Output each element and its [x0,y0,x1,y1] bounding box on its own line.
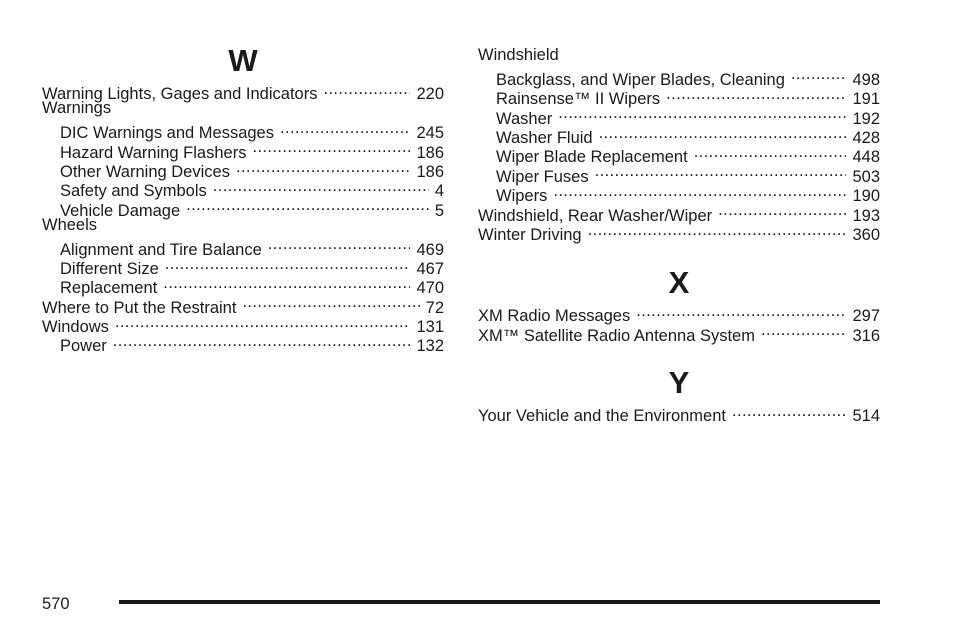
dot-leader [165,255,411,274]
entry-page-number: 5 [434,201,444,220]
dot-leader [186,196,429,215]
entry-page-number: 245 [416,124,444,143]
entry-page-number: 470 [416,279,444,298]
entry-label: Windshield [478,46,559,64]
dot-leader [242,293,419,312]
dot-leader [553,182,846,201]
entry-label: Warning Lights, Gages and Indicators [42,85,318,104]
dot-leader [732,402,846,421]
dot-leader [595,162,847,181]
entry-page-number: 191 [852,90,880,109]
dot-leader [113,332,411,351]
entry-label: Washer [496,109,553,128]
entry-page-number: 316 [852,326,880,345]
entry-label: Wheels [42,215,98,234]
entry-page-number: 186 [416,162,444,181]
entry-page-number: 190 [852,187,880,206]
entry-label: Wiper Fuses [496,167,589,186]
section-letter-x: X [668,265,690,300]
entry-page-number: 514 [852,407,880,426]
entry-page-number: 498 [852,70,880,89]
entry-page-number: 192 [852,109,880,128]
index-entry [478,302,880,326]
entry-label: Alignment and Tire Balance [60,240,262,259]
entry-page-number: 360 [852,225,880,244]
index-subentry [42,235,444,259]
entry-page-number: 193 [852,206,880,225]
dot-leader [115,313,411,332]
dot-leader [666,85,846,104]
entry-label: Rainsense™ II Wipers [496,90,661,109]
dot-leader [718,201,846,220]
entry-label: Backglass, and Wiper Blades, Cleaning [496,70,785,89]
entry-label: Where to Put the Restraint [42,298,237,317]
dot-leader [791,65,847,84]
dot-leader [252,138,410,157]
index-list-y [478,402,880,426]
index-list-x [478,302,880,345]
entry-label: Windshield, Rear Washer/Wiper [478,206,713,225]
entry-page-number: 448 [852,148,880,167]
entry-page-number: 4 [434,182,444,201]
entry-label: Winter Driving [478,225,582,244]
footer-rule [119,600,880,604]
entry-label: Windows [42,318,109,337]
dot-leader [761,321,846,340]
entry-label: Safety and Symbols [60,182,207,201]
section-letter-w: W [228,43,258,78]
dot-leader [280,119,410,138]
entry-label: Washer Fluid [496,128,593,147]
entry-page-number: 469 [416,240,444,259]
dot-leader [268,235,411,254]
entry-page-number: 467 [416,259,444,278]
index-subentry [478,65,880,89]
entry-page-number: 186 [416,143,444,162]
entry-label: XM™ Satellite Radio Antenna System [478,326,755,345]
entry-page-number: 131 [416,318,444,337]
entry-label: Vehicle Damage [60,201,181,220]
entry-page-number: 132 [416,337,444,356]
dot-leader [599,124,847,143]
entry-page-number: 72 [425,298,444,317]
dot-leader [558,104,846,123]
entry-label: Your Vehicle and the Environment [478,407,726,426]
dot-leader [323,80,410,99]
entry-label: XM Radio Messages [478,307,631,326]
entry-label: Wiper Blade Replacement [496,148,688,167]
dot-leader [213,177,429,196]
dot-leader [236,158,411,177]
dot-leader [163,274,410,293]
index-list-w-continued [478,46,880,244]
entry-page-number: 297 [852,307,880,326]
index-entry [478,402,880,426]
dot-leader [588,221,847,240]
entry-page-number: 428 [852,128,880,147]
entry-label: Hazard Warning Flashers [60,143,247,162]
dot-leader [694,143,847,162]
dot-leader [636,302,846,321]
page-number: 570 [42,595,70,613]
entry-label: Other Warning Devices [60,162,230,181]
entry-label: Replacement [60,279,158,298]
index-entry [42,80,444,104]
entry-label: DIC Warnings and Messages [60,124,274,143]
entry-label: Warnings [42,99,112,118]
index-list-w [42,80,444,356]
index-subentry [42,119,444,143]
entry-page-number: 503 [852,167,880,186]
index-entry [478,46,880,65]
entry-page-number: 220 [416,85,444,104]
entry-label: Wipers [496,187,548,206]
entry-label: Power [60,337,107,356]
entry-label: Different Size [60,259,159,278]
section-letter-y: Y [668,365,690,400]
